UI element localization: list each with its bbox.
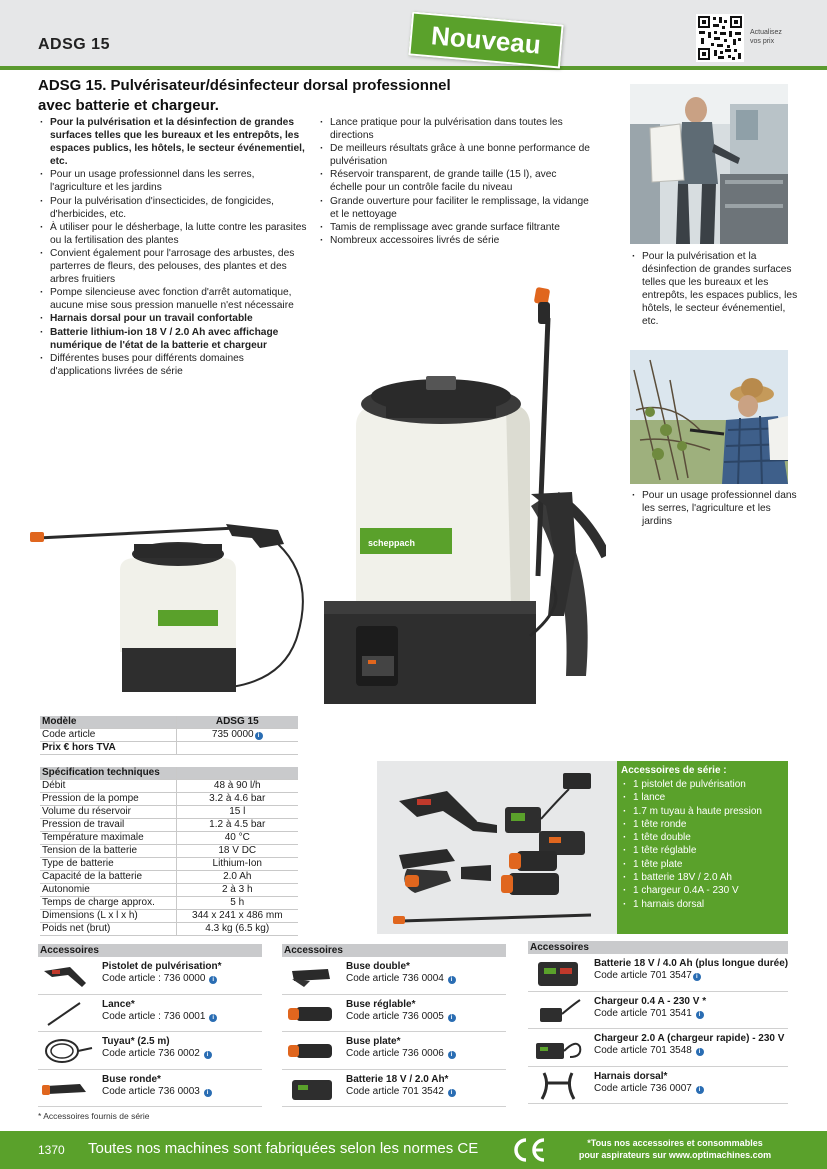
qr-note-line2: vos prix [750,38,775,45]
flat-nozzle-icon [284,1036,340,1066]
accessory-code-text: Code article 701 3548 [594,1045,692,1056]
accessory-item [38,957,262,995]
info-icon[interactable]: i [696,1048,704,1056]
spec-tech-label: Spécification techniques [40,767,176,780]
accessory-code-text: Code article : 736 0000 [102,973,206,984]
spec-table [40,716,298,936]
photo-caption-2 [630,489,800,528]
spec-value: 40 °C [176,831,298,844]
list-item: · 1 batterie 18V / 2.0 Ah [621,871,784,884]
spray-gun-icon [40,961,96,991]
feature-list-right [318,116,590,247]
spec-row [40,831,298,844]
feature-item: · Pompe silencieuse avec fonction d'arrêt automatique, aucune mise sous pression manuelle n'est nécessaire [38,286,308,312]
spec-value: 18 V DC [176,844,298,857]
feature-item: · Nombreux accessoires livrés de série [318,234,590,247]
photo-vineyard-spraying [630,350,788,484]
list-item: · 1 chargeur 0.4A - 230 V [621,884,784,897]
info-icon[interactable]: i [255,732,263,740]
list-item: · 1 lance [621,791,784,804]
feature-list-left [38,116,308,378]
feature-item: · Pour un usage professionnel dans les serres, l'agriculture et les jardins [38,168,308,194]
spec-label: Modèle [40,716,176,729]
spec-label: Code article [40,729,176,742]
round-nozzle-icon [40,1074,96,1104]
spec-value [176,742,298,755]
accessory-code [594,1083,704,1094]
header-accent-line [0,66,827,70]
spec-value: 5 h [176,896,298,909]
spec-row [40,922,298,935]
title-line1: ADSG 15. Pulvérisateur/désinfecteur dorsal professionnel [38,77,451,94]
spec-row [40,857,298,870]
adjustable-nozzle-icon [284,999,340,1029]
accessory-code [346,973,456,984]
feature-item: · De meilleurs résultats grâce à une bonne performance de pulvérisation [318,142,590,168]
caption-item: · Pour un usage professionnel dans les serres, l'agriculture et les jardins [630,489,800,528]
info-icon[interactable]: i [448,1051,456,1059]
spec-row [40,818,298,831]
list-item: · 1 harnais dorsal [621,898,784,911]
feature-item: · Réservoir transparent, de grande taille (15 l), avec échelle pour un contrôle facile du niveau [318,168,590,194]
harness-icon [530,1071,586,1101]
double-nozzle-icon [284,961,340,991]
accessory-code [102,1011,217,1022]
list-item: · 1 tête double [621,831,784,844]
spec-label: Débit [40,779,176,792]
footer-note [565,1137,785,1161]
spec-row [40,805,298,818]
accessory-code-text: Code article 736 0003 [102,1085,200,1097]
info-icon[interactable]: i [209,1014,217,1022]
spec-row [40,792,298,805]
accessory-code [102,1048,212,1059]
spec-tech-header [40,767,298,780]
spec-label: Capacité de la batterie [40,870,176,883]
feature-item: · Lance pratique pour la pulvérisation dans toutes les directions [318,116,590,142]
footer-text: Toutes nos machines sont fabriquées selon les normes CE [88,1140,479,1157]
accessory-code-text: Code article 701 3541 [594,1007,692,1019]
accessory-code [102,1086,212,1097]
accessory-item [282,995,506,1033]
accessory-name: Chargeur 2.0 A (chargeur rapide) - 230 V [594,1033,785,1044]
accessory-code-text: Code article 736 0006 [346,1048,444,1059]
nouveau-badge: Nouveau [408,11,563,68]
accessory-code-text: Code article : 736 0001 [102,1010,206,1022]
page-footer [0,1131,827,1169]
standard-accessories-title: Accessoires de série : [621,765,727,776]
accessory-item [282,1032,506,1070]
accessory-code-text: Code article 736 0005 [346,1010,444,1022]
spec-value [176,729,298,742]
spec-value: 2 à 3 h [176,883,298,896]
qr-code-icon [696,14,744,62]
model-tag: ADSG 15 [38,36,110,53]
feature-item: · Grande ouverture pour faciliter le remplissage, la vidange et le nettoyage [318,195,590,221]
accessory-code-text: Code article 736 0007 [594,1082,692,1094]
hose-icon [40,1036,96,1066]
info-icon[interactable]: i [693,973,701,981]
spec-price-row [40,742,298,755]
product-brand-label: scheppach [368,538,416,548]
spec-row [40,896,298,909]
spec-label: Type de batterie [40,857,176,870]
footer-note-line1: *Tous nos accessoires et consommables [587,1138,763,1148]
list-item: · 1.7 m tuyau à haute pression [621,805,784,818]
accessory-item [528,954,788,992]
list-item: · 1 pistolet de pulvérisation [621,778,784,791]
spec-label: Dimensions (L x l x h) [40,909,176,922]
footer-note-line2[interactable]: pour aspirateurs sur www.optimachines.com [578,1150,772,1160]
battery-icon [530,958,586,988]
caption-item: · Pour la pulvérisation et la désinfection de grandes surfaces telles que les bureaux et les entrepôts, les espaces publics, les hôtels, le secteur événementiel, etc. [630,250,800,329]
accessory-name: Buse réglable* [346,998,416,1010]
spec-label: Température maximale [40,831,176,844]
accessory-name: Buse double* [346,961,410,972]
accessories-header: Accessoires [38,944,262,957]
accessory-code-text: Code article 736 0002 [102,1048,200,1059]
standard-accessories-list [621,778,784,911]
accessory-name: Buse ronde* [102,1073,161,1085]
qr-note [750,28,782,46]
accessory-name: Pistolet de pulvérisation* [102,961,222,972]
spec-row [40,883,298,896]
spec-label: Pression de la pompe [40,792,176,805]
spec-value: 1.2 à 4.5 bar [176,818,298,831]
fast-charger-icon [530,1033,586,1063]
spec-row [40,870,298,883]
info-icon[interactable]: i [204,1089,212,1097]
spec-label: Autonomie [40,883,176,896]
accessory-name: Chargeur 0.4 A - 230 V * [594,995,707,1007]
spec-row [40,779,298,792]
spec-code-row [40,729,298,742]
accessories-column-3 [528,941,788,1104]
photo-caption-1 [630,250,800,329]
spec-code-value: 735 0000 [211,729,254,741]
footnote: * Accessoires fournis de série [38,1111,150,1121]
feature-item: · Harnais dorsal pour un travail confortable [38,312,308,325]
feature-item: · À utiliser pour le désherbage, la lutte contre les parasites ou la fertilisation des plantes [38,221,308,247]
qr-note-line1: Actualisez [750,29,782,36]
spec-value: 2.0 Ah [176,870,298,883]
accessory-code [346,1048,456,1059]
accessory-name: Batterie 18 V / 2.0 Ah* [346,1073,449,1085]
spec-label: Volume du réservoir [40,805,176,818]
spec-value: 48 à 90 l/h [176,779,298,792]
accessory-item [528,1067,788,1105]
feature-item: · Tamis de remplissage avec grande surface filtrante [318,221,590,234]
feature-item: · Pour la pulvérisation et la désinfection de grandes surfaces telles que les bureaux et les entrepôts, les espaces publics, les hôtels, le secteur événementiel, etc. [38,116,308,168]
spec-gap-row [40,755,298,767]
feature-item: · Batterie lithium-ion 18 V / 2.0 Ah avec affichage numérique de l'état de la batterie et chargeur [38,326,308,352]
accessory-name: Batterie 18 V / 4.0 Ah (plus longue durée) [594,958,789,969]
photo-office-disinfection [630,84,788,244]
qr-code[interactable] [696,14,744,62]
info-icon[interactable]: i [448,976,456,984]
accessories-header: Accessoires [528,941,788,954]
charger-icon [530,996,586,1026]
feature-item: · Pour la pulvérisation d'insecticides, de fongicides, d'herbicides, etc. [38,195,308,221]
accessory-name: Tuyau* (2.5 m) [102,1036,170,1047]
spec-label: Prix € hors TVA [40,742,176,755]
accessory-code-text: Code article 736 0004 [346,973,444,984]
accessory-code [102,973,217,984]
feature-item: · Différentes buses pour différents domaines d'applications livrées de série [38,352,308,378]
spec-value: 15 l [176,805,298,818]
info-icon[interactable]: i [204,1051,212,1059]
accessory-name: Buse plate* [346,1036,401,1047]
accessory-item [282,1070,506,1108]
spec-label: Tension de la batterie [40,844,176,857]
info-icon[interactable]: i [696,1086,704,1094]
accessory-name: Lance* [102,998,135,1010]
product-image-small [26,520,328,700]
accessory-item [38,1032,262,1070]
ce-mark-icon [510,1136,550,1164]
accessory-code [594,1008,704,1019]
spec-label: Temps de charge approx. [40,896,176,909]
list-item: · 1 tête ronde [621,818,784,831]
spec-value: Lithium-Ion [176,857,298,870]
info-icon[interactable]: i [209,976,217,984]
page-number: 1370 [38,1143,65,1157]
feature-item: · Convient également pour l'arrosage des arbustes, des parterres de fleurs, des pelouses, des plantes et des arbres fruitiers [38,247,308,286]
accessory-item [528,992,788,1030]
accessory-code-text: Code article 701 3547 [594,970,692,981]
spec-value: 4.3 kg (6.5 kg) [176,922,298,935]
accessory-code [594,1045,704,1056]
accessory-name: Harnais dorsal* [594,1070,668,1082]
accessory-code [346,1086,456,1097]
info-icon[interactable]: i [448,1014,456,1022]
info-icon[interactable]: i [448,1089,456,1097]
accessories-column-1 [38,944,262,1107]
accessories-header: Accessoires [282,944,506,957]
spec-label: Pression de travail [40,818,176,831]
spec-row [40,909,298,922]
battery-icon [284,1074,340,1104]
accessory-code [594,970,701,981]
accessory-code-text: Code article 701 3542 [346,1085,444,1097]
info-icon[interactable]: i [696,1011,704,1019]
accessories-column-2 [282,944,506,1107]
page-title [38,76,508,116]
lance-icon [40,999,96,1029]
accessories-photo-panel [377,761,617,934]
spec-row [40,844,298,857]
spec-model-row [40,716,298,729]
spec-value: 344 x 241 x 486 mm [176,909,298,922]
standard-accessories-box [617,761,788,934]
product-image-large [316,256,606,716]
list-item: · 1 tête plate [621,858,784,871]
list-item: · 1 tête réglable [621,844,784,857]
spec-value: 3.2 à 4.6 bar [176,792,298,805]
accessory-item [528,1029,788,1067]
accessory-item [38,995,262,1033]
accessory-item [282,957,506,995]
accessory-code [346,1011,456,1022]
spec-label: Poids net (brut) [40,922,176,935]
title-line2: avec batterie et chargeur. [38,97,219,114]
accessory-item [38,1070,262,1108]
spec-value: ADSG 15 [176,716,298,729]
